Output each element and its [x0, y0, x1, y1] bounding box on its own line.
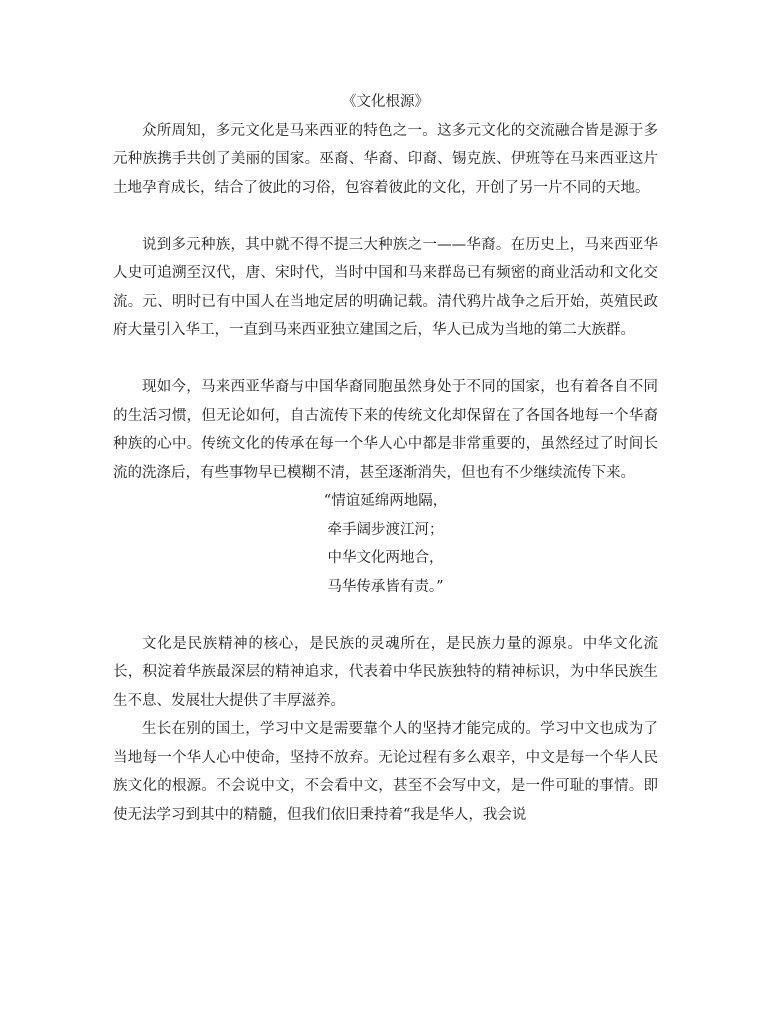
- document-page: [113, 88, 658, 829]
- document-title: 《文化根源》: [342, 94, 429, 110]
- paragraph-multicultural: 众所周知，多元文化是马来西亚的特色之一。这多元文化的交流融合皆是源于多元种族携手共创了美丽的国家。巫裔、华裔、印裔、锡克族、伊班等在马来西亚这片土地孕育成长，结合了彼此的习俗，包容着彼此的文化，开创了另一片不同的天地。: [113, 122, 658, 196]
- paragraph-spacer: [113, 202, 658, 231]
- poem-line: 马华传承皆有责。”: [327, 578, 444, 595]
- paragraph-spacer: [113, 345, 658, 374]
- poem-line: 牵手阔步渡江河；: [327, 521, 444, 538]
- paragraph-spacer: [113, 601, 658, 630]
- paragraph-learning-chinese: 生长在别的国土，学习中文是需要靠个人的坚持才能完成的。学习中文也成为了当地每一个华人心中使命，坚持不放弃。无论过程有多么艰辛，中文是每一个华人民族文化的根源。不会说中文，不会看中文，甚至不会写中文，是一件可耻的事情。即使无法学习到其中的精髓，但我们依旧秉持着“我是华人，我会说: [113, 721, 658, 823]
- paragraph-culture-core: 文化是民族精神的核心，是民族的灵魂所在，是民族力量的源泉。中华文化流长，积淀着华族最深层的精神追求，代表着中华民族独特的精神标识，为中华民族生生不息、发展壮大提供了丰厚滋养。: [113, 635, 658, 709]
- paragraph-tradition: 现如今，马来西亚华裔与中国华裔同胞虽然身处于不同的国家，也有着各自不同的生活习惯，但无论如何，自古流传下来的传统文化却保留在了各国各地每一个华裔种族的心中。传统文化的传承在每一个华人心中都是非常重要的，虽然经过了时间长流的洗涤后，有些事物早已模糊不清，甚至逐渐消失，但也有不少继续流传下来。: [113, 379, 658, 481]
- poem-line: “情谊延绵两地隔，: [323, 493, 448, 509]
- paragraph-chinese-history: 说到多元种族，其中就不得不提三大种族之一——华裔。在历史上，马来西亚华人史可追溯至汉代，唐、宋时代，当时中国和马来群岛已有频密的商业活动和文化交流。元、明时已有中国人在当地定居的明确记载。清代鸦片战争之后开始，英殖民政府大量引入华工，一直到马来西亚独立建国之后，华人已成为当地的第二大族群。: [113, 236, 658, 338]
- poem-block: [113, 487, 658, 601]
- poem-line: 中华文化两地合，: [327, 550, 444, 566]
